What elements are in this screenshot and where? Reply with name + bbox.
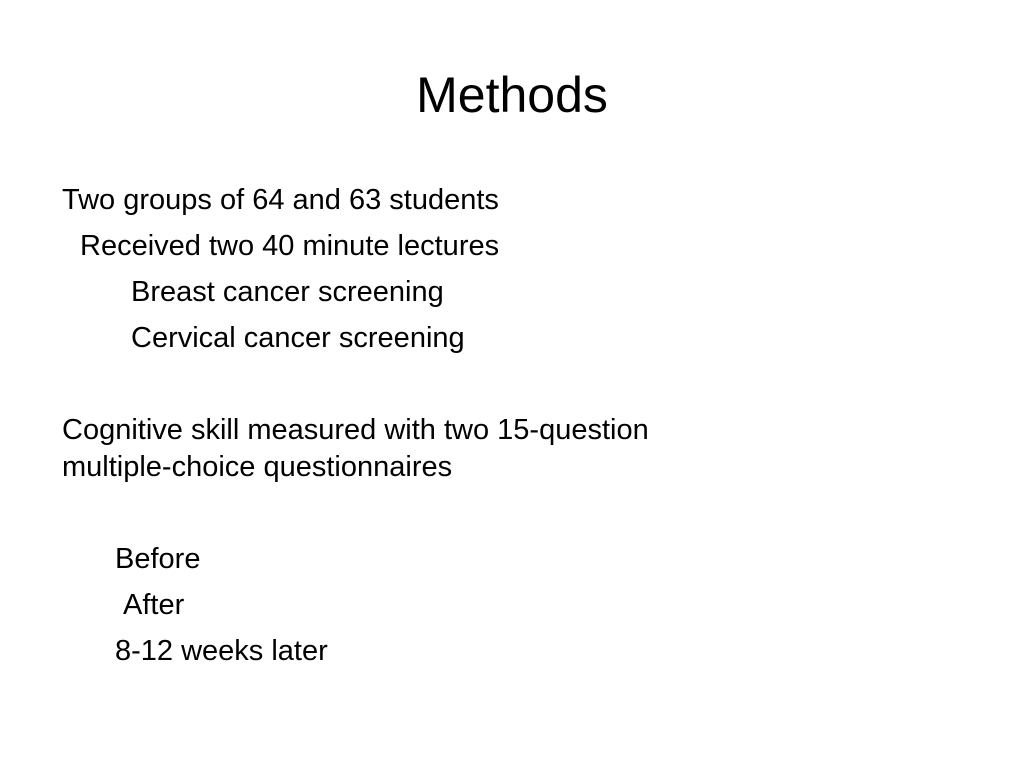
body-line-after: After [123,589,185,621]
body-line-lectures: Received two 40 minute lectures [80,230,500,262]
body-line-questionnaires: multiple-choice questionnaires [62,451,453,483]
body-line-breast-screening: Breast cancer screening [131,276,444,308]
body-line-weeks-later: 8-12 weeks later [115,635,328,667]
body-line-cognitive-skill: Cognitive skill measured with two 15-question [62,414,649,446]
body-line-cervical-screening: Cervical cancer screening [131,322,465,354]
slide-title: Methods [416,67,608,123]
body-line-groups: Two groups of 64 and 63 students [62,184,499,216]
body-line-before: Before [115,543,201,575]
